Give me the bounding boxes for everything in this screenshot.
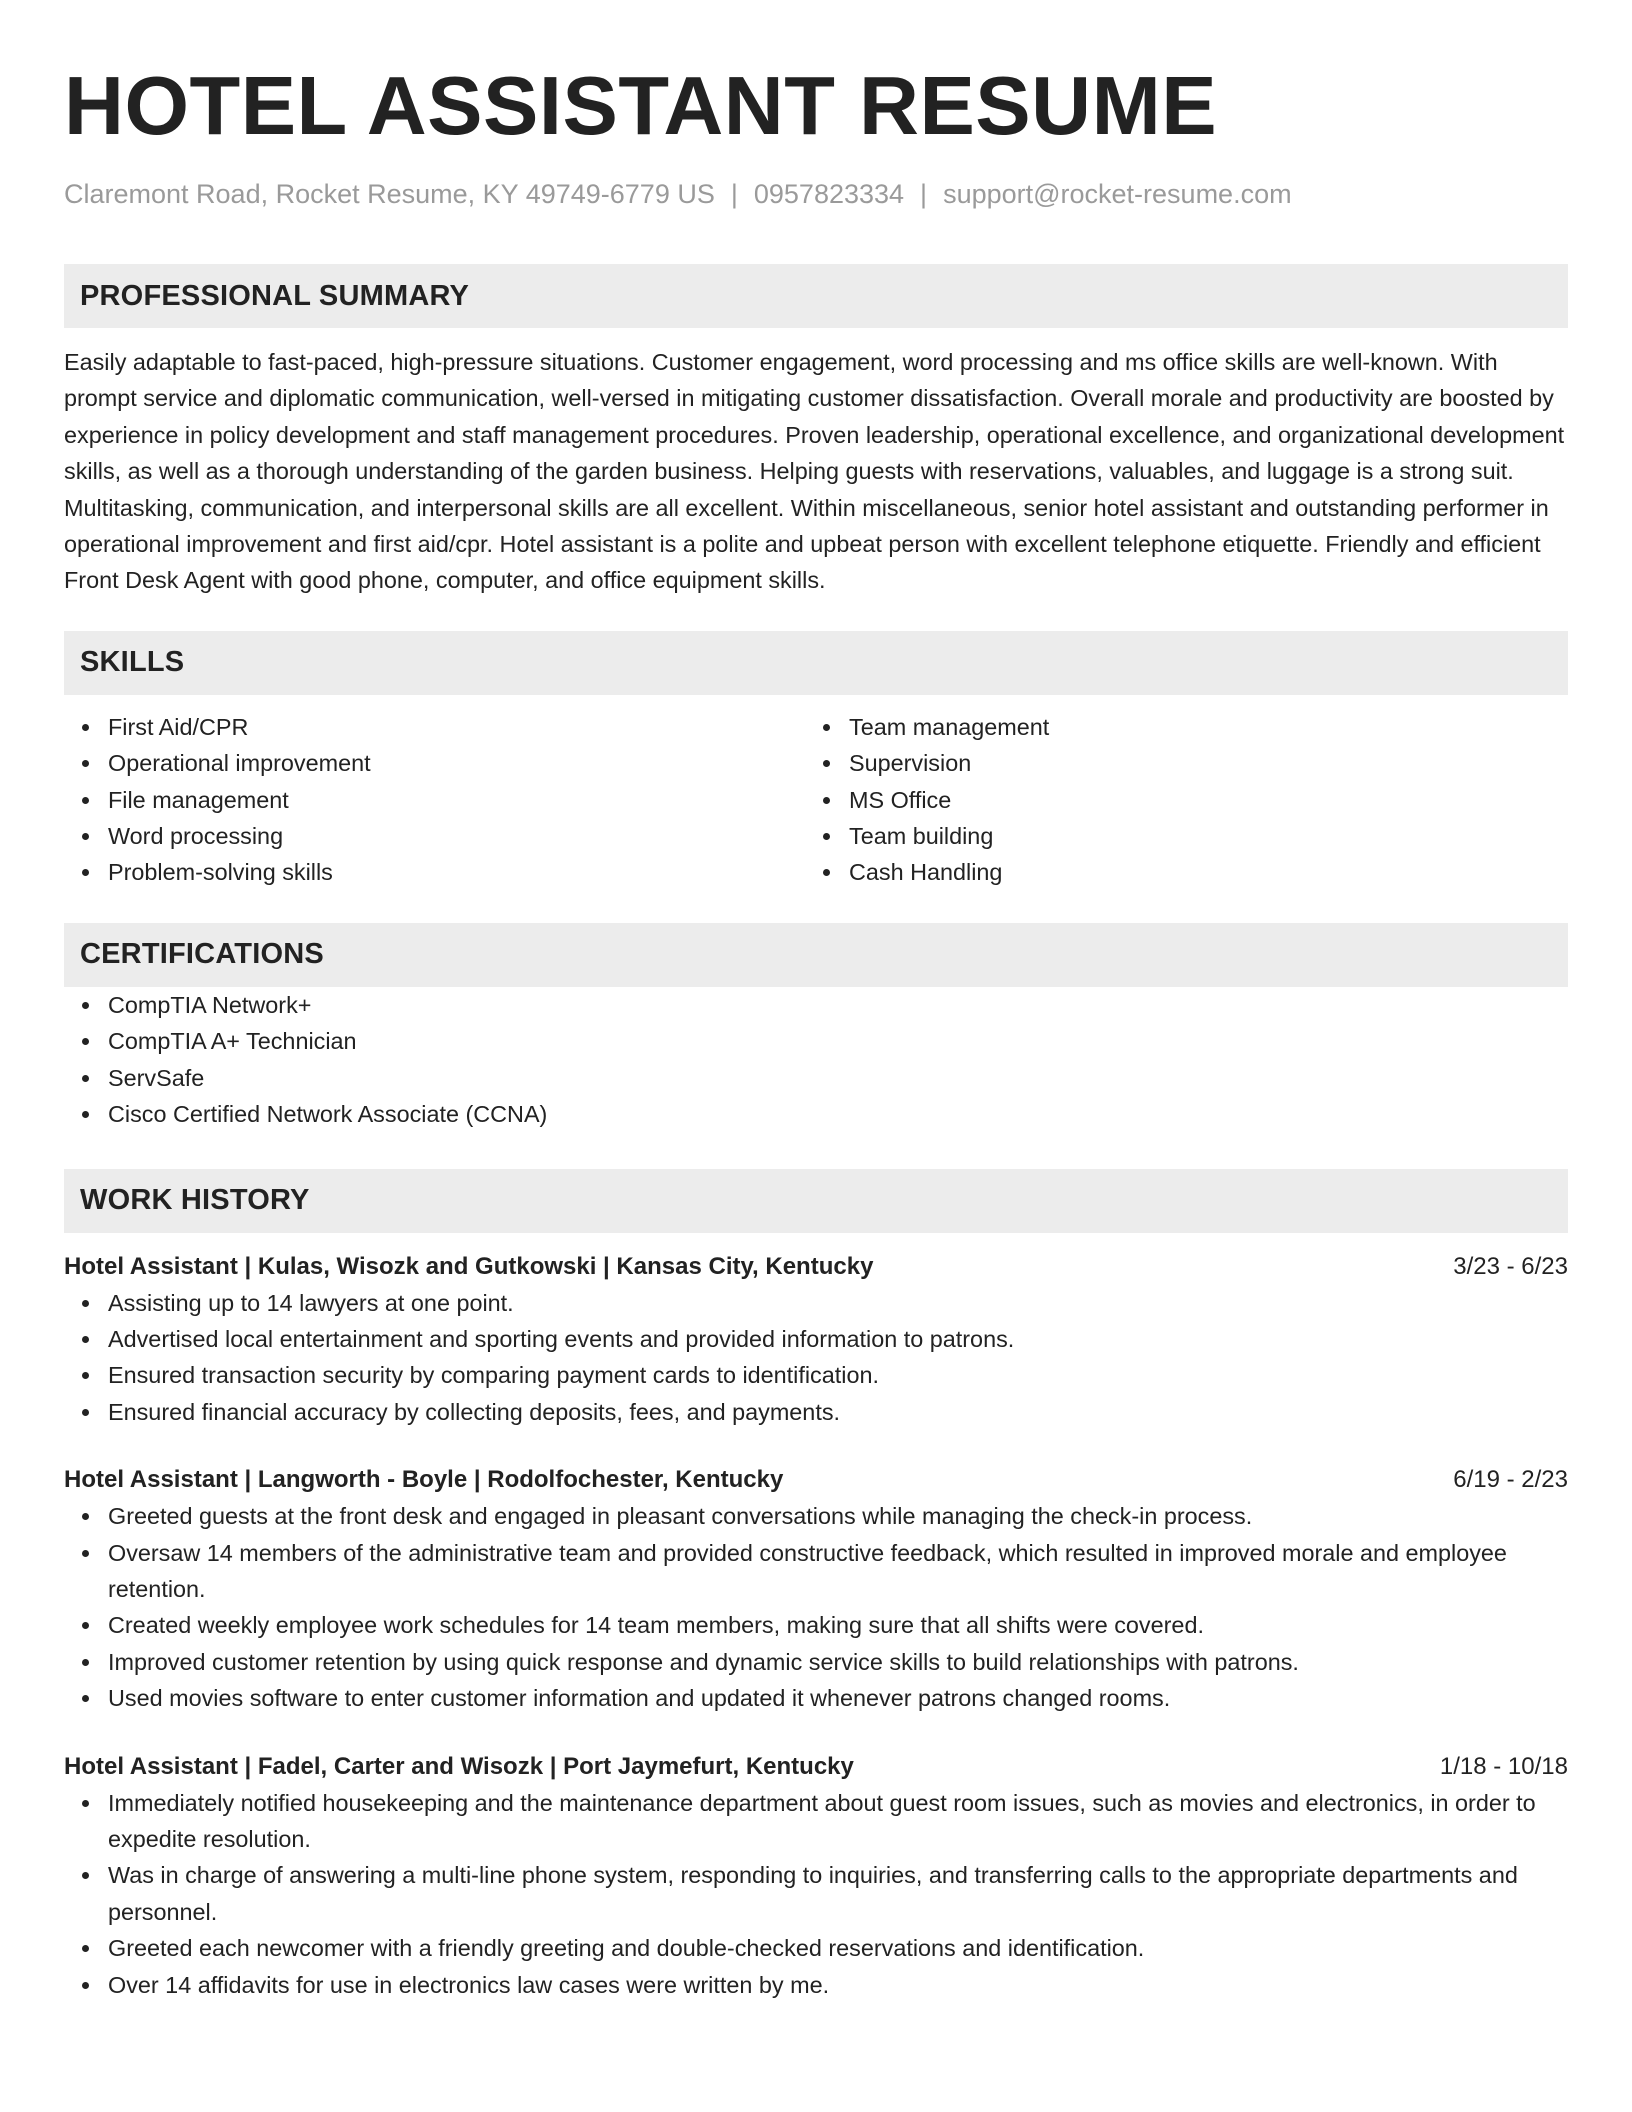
contact-separator: | bbox=[730, 179, 738, 209]
contact-phone: 0957823334 bbox=[753, 179, 905, 209]
job-bullet-text: Oversaw 14 members of the administrative team and provided constructive feedback, which resulted in improved morale and employee retention. bbox=[108, 1539, 1507, 1602]
list-item bbox=[64, 709, 805, 745]
job-bullets bbox=[64, 1785, 1568, 2003]
job-bullet-text: Improved customer retention by using quick response and dynamic service skills to build relationships with patrons. bbox=[108, 1648, 1299, 1675]
job-bullet-text: Greeted guests at the front desk and engaged in pleasant conversations while managing the check-in process. bbox=[108, 1503, 1253, 1530]
job-bullet-text: Immediately notified housekeeping and the maintenance department about guest room issues, such as movies and electronics, in order to expedite resolution. bbox=[108, 1789, 1536, 1852]
section-header-work-history: WORK HISTORY bbox=[64, 1169, 1568, 1233]
job-bullet-text: Advertised local entertainment and sporting events and provided information to patrons. bbox=[108, 1325, 1015, 1352]
bullet-icon bbox=[82, 1372, 89, 1379]
bullet-icon bbox=[82, 760, 89, 767]
bullet-icon bbox=[82, 724, 89, 731]
job-bullet-text: Over 14 affidavits for use in electronics law cases were written by me. bbox=[108, 1971, 830, 1998]
skill-label: MS Office bbox=[849, 786, 952, 813]
list-item bbox=[64, 782, 805, 818]
list-item bbox=[64, 1967, 1568, 2003]
job-entry bbox=[64, 1462, 1568, 1716]
contact-email: support@rocket-resume.com bbox=[943, 179, 1292, 209]
skills-list-right bbox=[805, 709, 1546, 891]
list-item bbox=[64, 1498, 1568, 1534]
bullet-icon bbox=[82, 869, 89, 876]
job-bullet-text: Assisting up to 14 lawyers at one point. bbox=[108, 1289, 514, 1316]
bullet-icon bbox=[82, 1550, 89, 1557]
resume-title: HOTEL ASSISTANT RESUME bbox=[64, 59, 1218, 152]
certification-label: ServSafe bbox=[108, 1064, 205, 1091]
job-dates: 1/18 - 10/18 bbox=[1439, 1752, 1568, 1780]
list-item bbox=[64, 1680, 1568, 1716]
bullet-icon bbox=[823, 724, 830, 731]
job-dates: 3/23 - 6/23 bbox=[1453, 1252, 1568, 1280]
bullet-icon bbox=[823, 760, 830, 767]
bullet-icon bbox=[82, 1075, 89, 1082]
list-item bbox=[64, 1535, 1568, 1608]
job-title: Hotel Assistant | Kulas, Wisozk and Gutkowski | Kansas City, Kentucky bbox=[64, 1252, 874, 1280]
skill-label: Problem-solving skills bbox=[108, 859, 333, 886]
job-header bbox=[64, 1749, 1568, 1785]
bullet-icon bbox=[82, 1513, 89, 1520]
bullet-icon bbox=[823, 833, 830, 840]
contact-line bbox=[64, 176, 1568, 212]
list-item bbox=[64, 854, 805, 890]
certification-label: Cisco Certified Network Associate (CCNA) bbox=[108, 1101, 548, 1128]
skill-label: Team building bbox=[849, 823, 994, 850]
certification-label: CompTIA A+ Technician bbox=[108, 1028, 357, 1055]
section-header-skills: SKILLS bbox=[64, 631, 1568, 695]
list-item bbox=[64, 1644, 1568, 1680]
bullet-icon bbox=[82, 1111, 89, 1118]
list-item bbox=[805, 745, 1546, 781]
bullet-icon bbox=[82, 1659, 89, 1666]
bullet-icon bbox=[823, 869, 830, 876]
skill-label: Team management bbox=[849, 713, 1050, 740]
skills-list-left bbox=[64, 709, 805, 891]
bullet-icon bbox=[82, 1409, 89, 1416]
section-header-certifications: CERTIFICATIONS bbox=[64, 923, 1568, 987]
bullet-icon bbox=[82, 1336, 89, 1343]
list-item bbox=[64, 1023, 1568, 1059]
list-item bbox=[805, 854, 1546, 890]
list-item bbox=[64, 745, 805, 781]
list-item bbox=[64, 1930, 1568, 1966]
list-item bbox=[64, 1321, 1568, 1357]
contact-separator: | bbox=[920, 179, 928, 209]
job-bullet-text: Ensured financial accuracy by collecting deposits, fees, and payments. bbox=[108, 1398, 841, 1425]
bullet-icon bbox=[823, 797, 830, 804]
list-item bbox=[64, 818, 805, 854]
skill-label: File management bbox=[108, 786, 289, 813]
list-item bbox=[64, 1785, 1568, 1858]
skills-column-right bbox=[805, 709, 1546, 891]
bullet-icon bbox=[82, 833, 89, 840]
job-header bbox=[64, 1249, 1568, 1285]
skills-grid bbox=[64, 709, 1568, 891]
list-item bbox=[64, 1394, 1568, 1430]
job-bullet-text: Greeted each newcomer with a friendly greeting and double-checked reservations and identification. bbox=[108, 1935, 1145, 1962]
job-title: Hotel Assistant | Langworth - Boyle | Rodolfochester, Kentucky bbox=[64, 1466, 784, 1494]
bullet-icon bbox=[82, 1622, 89, 1629]
list-item bbox=[64, 1857, 1568, 1930]
bullet-icon bbox=[82, 1982, 89, 1989]
bullet-icon bbox=[82, 797, 89, 804]
job-bullets bbox=[64, 1498, 1568, 1716]
job-header bbox=[64, 1462, 1568, 1498]
job-bullets bbox=[64, 1285, 1568, 1431]
job-bullet-text: Ensured transaction security by comparing payment cards to identification. bbox=[108, 1362, 879, 1389]
job-bullet-text: Created weekly employee work schedules for 14 team members, making sure that all shifts were covered. bbox=[108, 1612, 1204, 1639]
job-title: Hotel Assistant | Fadel, Carter and Wisozk | Port Jaymefurt, Kentucky bbox=[64, 1752, 854, 1780]
contact-address: Claremont Road, Rocket Resume, KY 49749-6779 US bbox=[64, 179, 715, 209]
summary-text: Easily adaptable to fast-paced, high-pressure situations. Customer engagement, word processing and ms office skills are well-known. With prompt service and diplomatic communication, well-versed in mitigating customer dissatisfaction. Overall morale and productivity are boosted by experience in policy development and staff management procedures. Proven leadership, operational excellence, and organizational development skills, as well as a thorough understanding of the garden business. Helping guests with reservations, valuables, and luggage is a strong suit. Multitasking, communication, and interpersonal skills are all excellent. Within miscellaneous, senior hotel assistant and outstanding performer in operational improvement and first aid/cpr. Hotel assistant is a polite and upbeat person with excellent telephone etiquette. Friendly and efficient Front Desk Agent with good phone, computer, and office equipment skills. bbox=[64, 349, 1565, 594]
job-dates: 6/19 - 2/23 bbox=[1453, 1466, 1568, 1494]
job-entry bbox=[64, 1749, 1568, 2003]
bullet-icon bbox=[82, 1872, 89, 1879]
list-item bbox=[805, 818, 1546, 854]
skill-label: Operational improvement bbox=[108, 750, 371, 777]
certification-label: CompTIA Network+ bbox=[108, 991, 312, 1018]
section-header-summary: PROFESSIONAL SUMMARY bbox=[64, 264, 1568, 328]
list-item bbox=[64, 987, 1568, 1023]
skill-label: First Aid/CPR bbox=[108, 713, 249, 740]
bullet-icon bbox=[82, 1800, 89, 1807]
job-bullet-text: Used movies software to enter customer information and updated it whenever patrons changed rooms. bbox=[108, 1685, 1171, 1712]
skill-label: Supervision bbox=[849, 750, 972, 777]
list-item bbox=[805, 782, 1546, 818]
skill-label: Cash Handling bbox=[849, 859, 1003, 886]
list-item bbox=[64, 1096, 1568, 1132]
list-item bbox=[805, 709, 1546, 745]
job-entry bbox=[64, 1249, 1568, 1431]
list-item bbox=[64, 1357, 1568, 1393]
skill-label: Word processing bbox=[108, 823, 284, 850]
job-bullet-text: Was in charge of answering a multi-line phone system, responding to inquiries, and transferring calls to the appropriate departments and personnel. bbox=[108, 1862, 1518, 1925]
bullet-icon bbox=[82, 1002, 89, 1009]
certifications-list bbox=[64, 987, 1568, 1133]
skills-column-left bbox=[64, 709, 805, 891]
list-item bbox=[64, 1060, 1568, 1096]
bullet-icon bbox=[82, 1300, 89, 1307]
list-item bbox=[64, 1607, 1568, 1643]
bullet-icon bbox=[82, 1945, 89, 1952]
bullet-icon bbox=[82, 1695, 89, 1702]
list-item bbox=[64, 1285, 1568, 1321]
bullet-icon bbox=[82, 1038, 89, 1045]
